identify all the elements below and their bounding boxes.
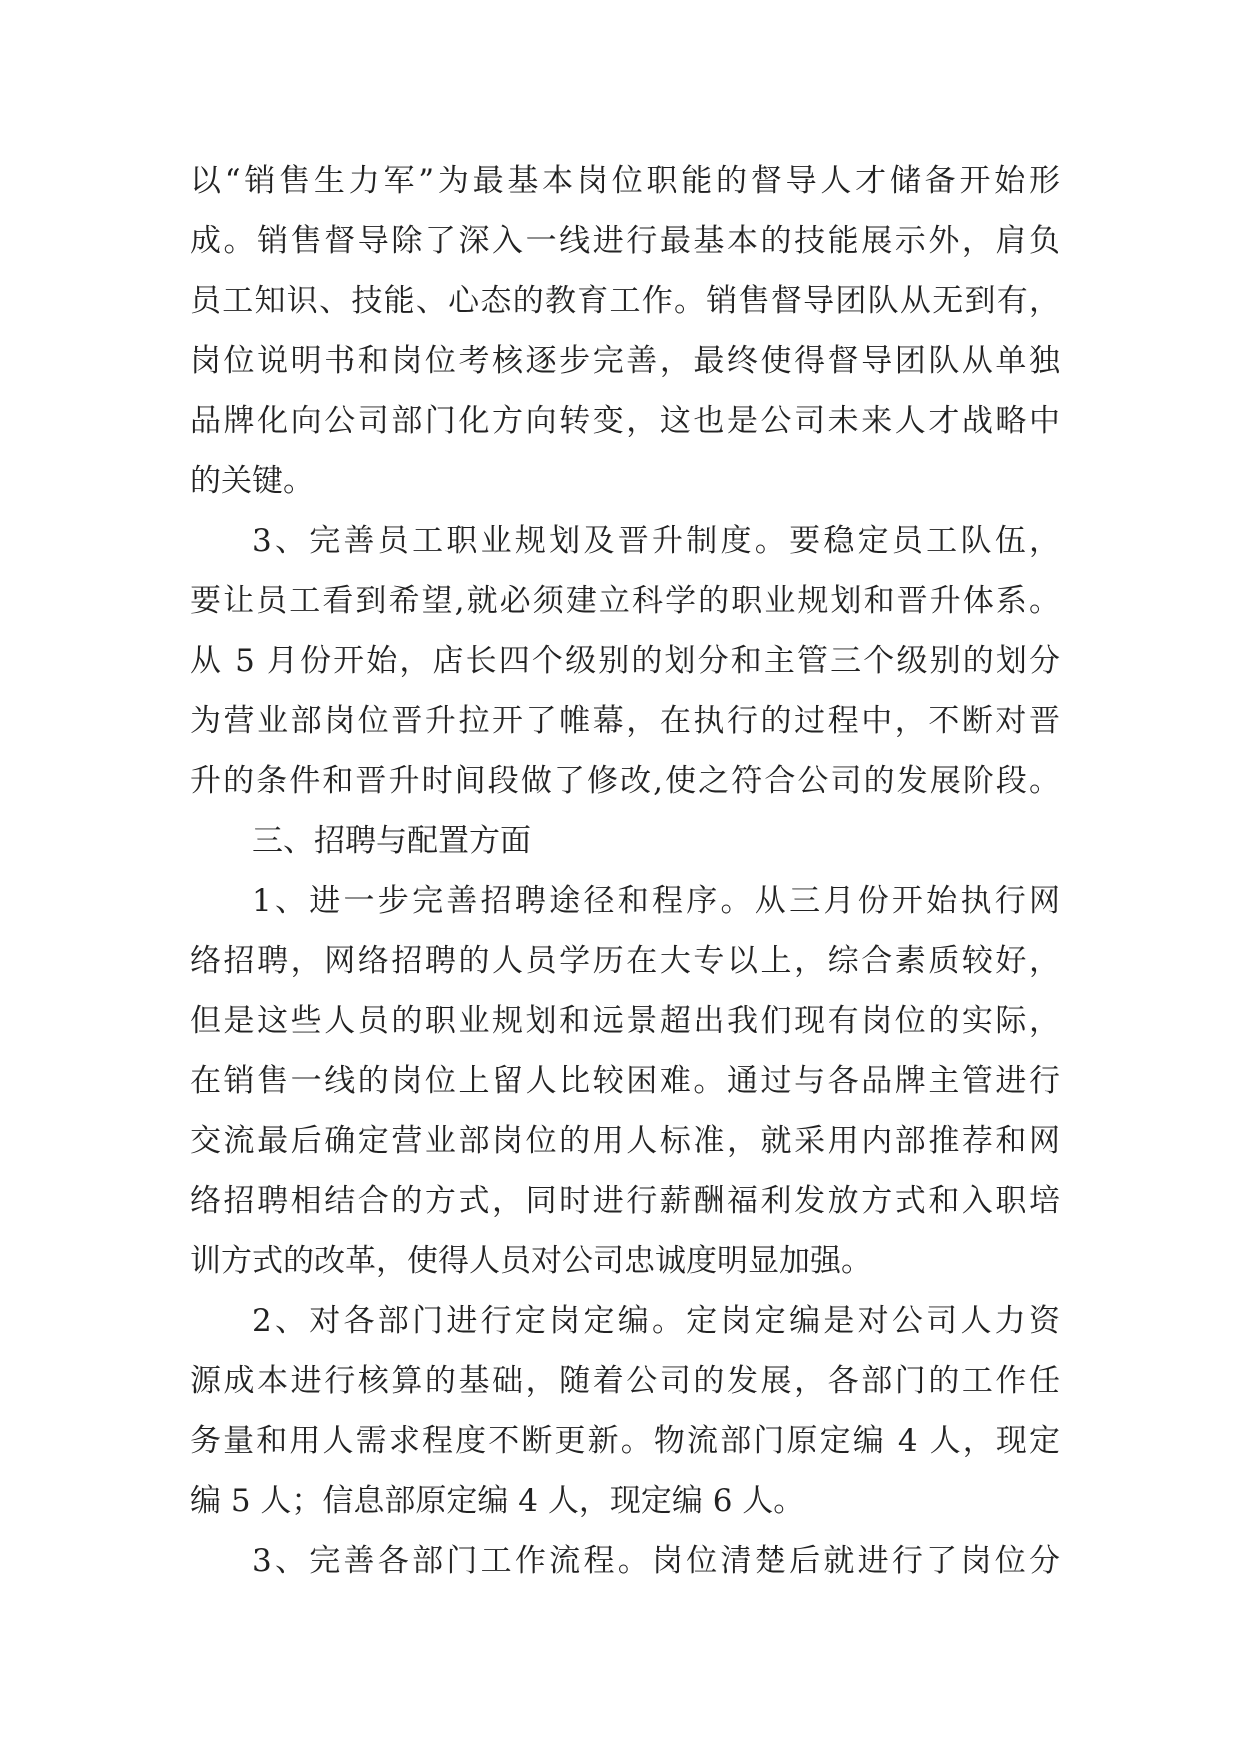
text-line: 络招聘，网络招聘的人员学历在大专以上，综合素质较好， [190, 943, 1060, 979]
paragraph-first-line: 3、完善员工职业规划及晋升制度。要稳定员工队伍， [252, 523, 1060, 559]
text-line: 训方式的改革，使得人员对公司忠诚度明显加强。 [190, 1243, 872, 1279]
text-line: 以“销售生力军”为最基本岗位职能的督导人才储备开始形 [190, 163, 1060, 199]
text-line: 员工知识、技能、心态的教育工作。销售督导团队从无到有， [190, 283, 1060, 319]
text-line: 的关键。 [190, 463, 314, 499]
text-line: 要让员工看到希望,就必须建立科学的职业规划和晋升体系。 [190, 583, 1060, 619]
text-line: 升的条件和晋升时间段做了修改,使之符合公司的发展阶段。 [190, 763, 1060, 799]
text-line: 源成本进行核算的基础，随着公司的发展，各部门的工作任 [190, 1363, 1060, 1399]
text-line: 但是这些人员的职业规划和远景超出我们现有岗位的实际， [190, 1003, 1060, 1039]
text-line: 从 5 月份开始，店长四个级别的划分和主管三个级别的划分 [190, 643, 1060, 679]
text-line: 在销售一线的岗位上留人比较困难。通过与各品牌主管进行 [190, 1063, 1060, 1099]
text-line: 务量和用人需求程度不断更新。物流部门原定编 4 人，现定 [190, 1423, 1060, 1459]
text-line: 络招聘相结合的方式，同时进行薪酬福利发放方式和入职培 [190, 1183, 1060, 1219]
text-line: 交流最后确定营业部岗位的用人标准，就采用内部推荐和网 [190, 1123, 1060, 1159]
paragraph-first-line: 1、进一步完善招聘途径和程序。从三月份开始执行网 [252, 883, 1060, 919]
text-line: 为营业部岗位晋升拉开了帷幕，在执行的过程中，不断对晋 [190, 703, 1060, 739]
paragraph-first-line: 3、完善各部门工作流程。岗位清楚后就进行了岗位分 [252, 1543, 1060, 1579]
text-line: 品牌化向公司部门化方向转变，这也是公司未来人才战略中 [190, 403, 1060, 439]
section-heading: 三、招聘与配置方面 [252, 823, 531, 859]
text-line: 岗位说明书和岗位考核逐步完善，最终使得督导团队从单独 [190, 343, 1060, 379]
text-line: 成。销售督导除了深入一线进行最基本的技能展示外，肩负 [190, 223, 1060, 259]
text-line: 编 5 人；信息部原定编 4 人，现定编 6 人。 [190, 1483, 805, 1519]
paragraph-first-line: 2、对各部门进行定岗定编。定岗定编是对公司人力资 [252, 1303, 1060, 1339]
